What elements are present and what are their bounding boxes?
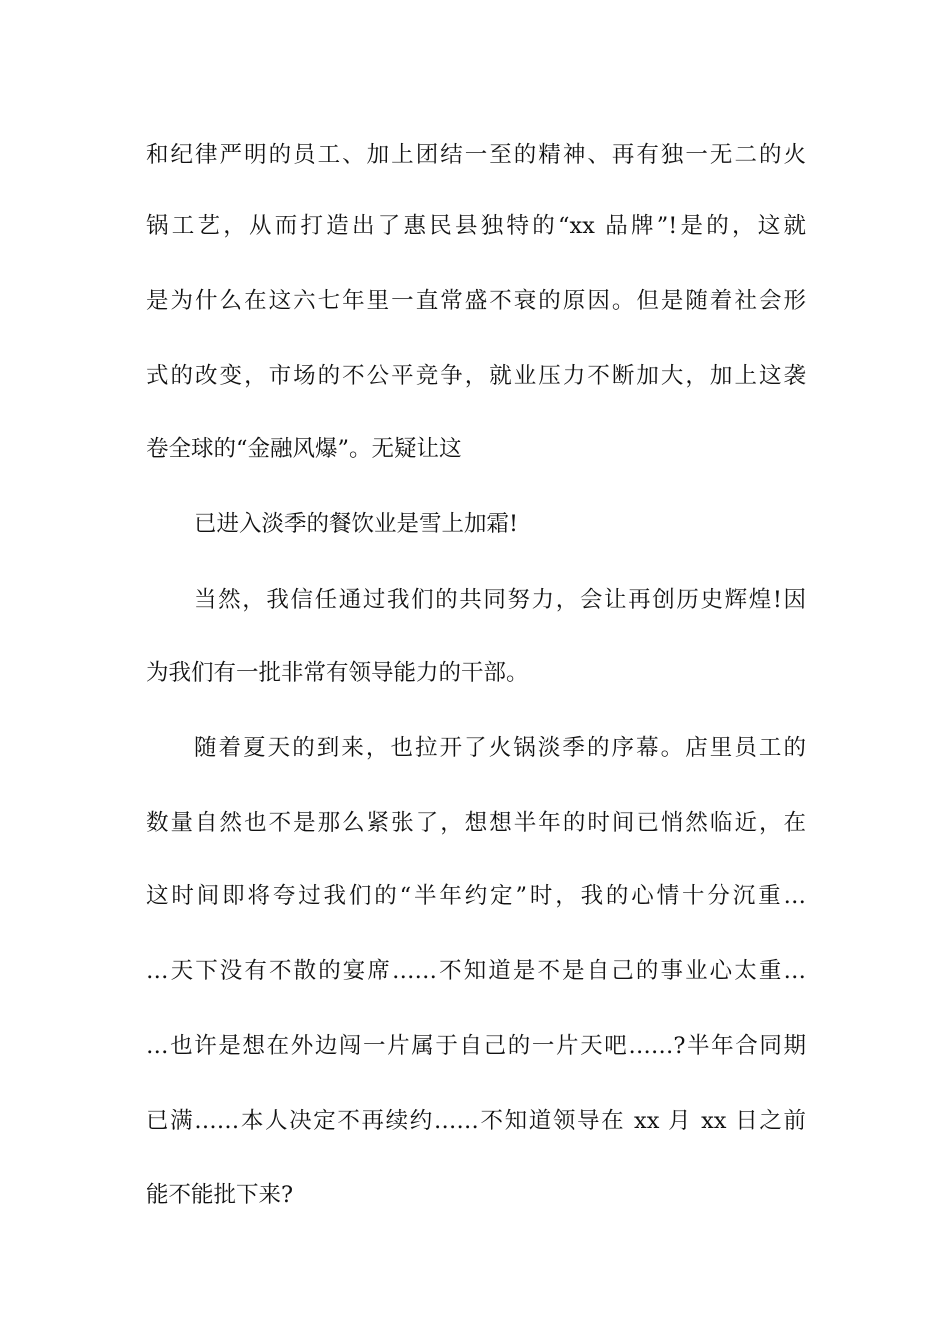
paragraph-start: 已进入淡季的餐饮业是雪上加霜! bbox=[194, 511, 519, 537]
paragraph-start: 随着夏天的到来，也拉开了火锅淡季的序幕。店里员工的 bbox=[194, 735, 806, 761]
text-line: 能不能批下来? bbox=[146, 1182, 294, 1208]
text-line: …天下没有不散的宴席……不知道是不是自己的事业心太重… bbox=[146, 958, 806, 984]
text-line: 式的改变，市场的不公平竞争，就业压力不断加大，加上这袭 bbox=[146, 363, 806, 389]
text-line: 是为什么在这六七年里一直常盛不衰的原因。但是随着社会形 bbox=[146, 288, 806, 314]
text-line: 卷全球的“金融风爆”。无疑让这 bbox=[146, 436, 462, 462]
text-line: 锅工艺，从而打造出了惠民县独特的“xx 品牌”!是的，这就 bbox=[146, 213, 806, 239]
paragraph-start: 当然，我信任通过我们的共同努力，会让再创历史辉煌!因 bbox=[194, 587, 806, 613]
text-line: 已满……本人决定不再续约……不知道领导在 xx 月 xx 日之前 bbox=[146, 1108, 806, 1134]
text-line: 为我们有一批非常有领导能力的干部。 bbox=[146, 660, 529, 686]
text-line: 这时间即将夸过我们的“半年约定”时，我的心情十分沉重… bbox=[146, 883, 806, 909]
text-line: 和纪律严明的员工、加上团结一至的精神、再有独一无二的火 bbox=[146, 142, 806, 168]
text-line: …也许是想在外边闯一片属于自己的一片天吧……?半年合同期 bbox=[146, 1033, 806, 1059]
text-line: 数量自然也不是那么紧张了，想想半年的时间已悄然临近，在 bbox=[146, 810, 806, 836]
